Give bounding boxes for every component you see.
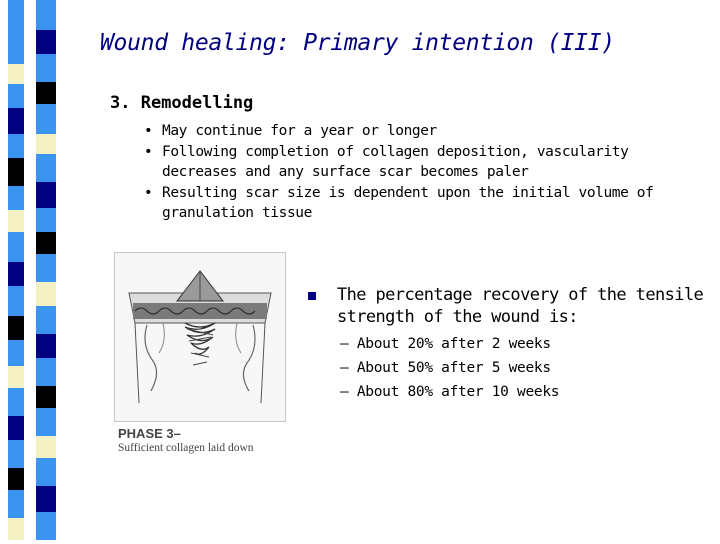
sub-item-text: About 50% after 5 weeks [356,360,551,376]
wound-remodelling-figure [112,250,288,462]
sub-item-text: About 20% after 2 weeks [356,336,551,352]
recovery-sublist [340,332,559,404]
square-bullet-icon [308,292,316,300]
bullet-item: • May continue for a year or longer [144,121,704,142]
decorative-stripe [0,0,72,540]
figure-caption-text: Sufficient collagen laid down [118,442,254,454]
sub-item: – About 20% after 2 weeks [340,336,551,352]
slide-title: Wound healing: Primary intention (III) [100,30,615,56]
skin-cross-section-illustration [115,253,285,421]
sub-item: – About 50% after 5 weeks [340,360,551,376]
figure-caption-title: PHASE 3– [118,426,181,441]
stripe-pattern [0,0,72,540]
sub-item-text: About 80% after 10 weeks [356,384,560,400]
section-heading: 3. Remodelling [110,93,254,113]
bullet-list [144,121,704,224]
sub-item: – About 80% after 10 weeks [340,384,560,400]
bullet-item: • Resulting scar size is dependent upon the initial volume of granulation tissue [144,183,704,224]
bullet-item: • Following completion of collagen deposition, vascularity decreases and any surface scar becomes paler [144,142,704,183]
tensile-strength-statement: The percentage recovery of the tensile strength of the wound is: [337,285,704,327]
figure-frame [114,252,286,422]
